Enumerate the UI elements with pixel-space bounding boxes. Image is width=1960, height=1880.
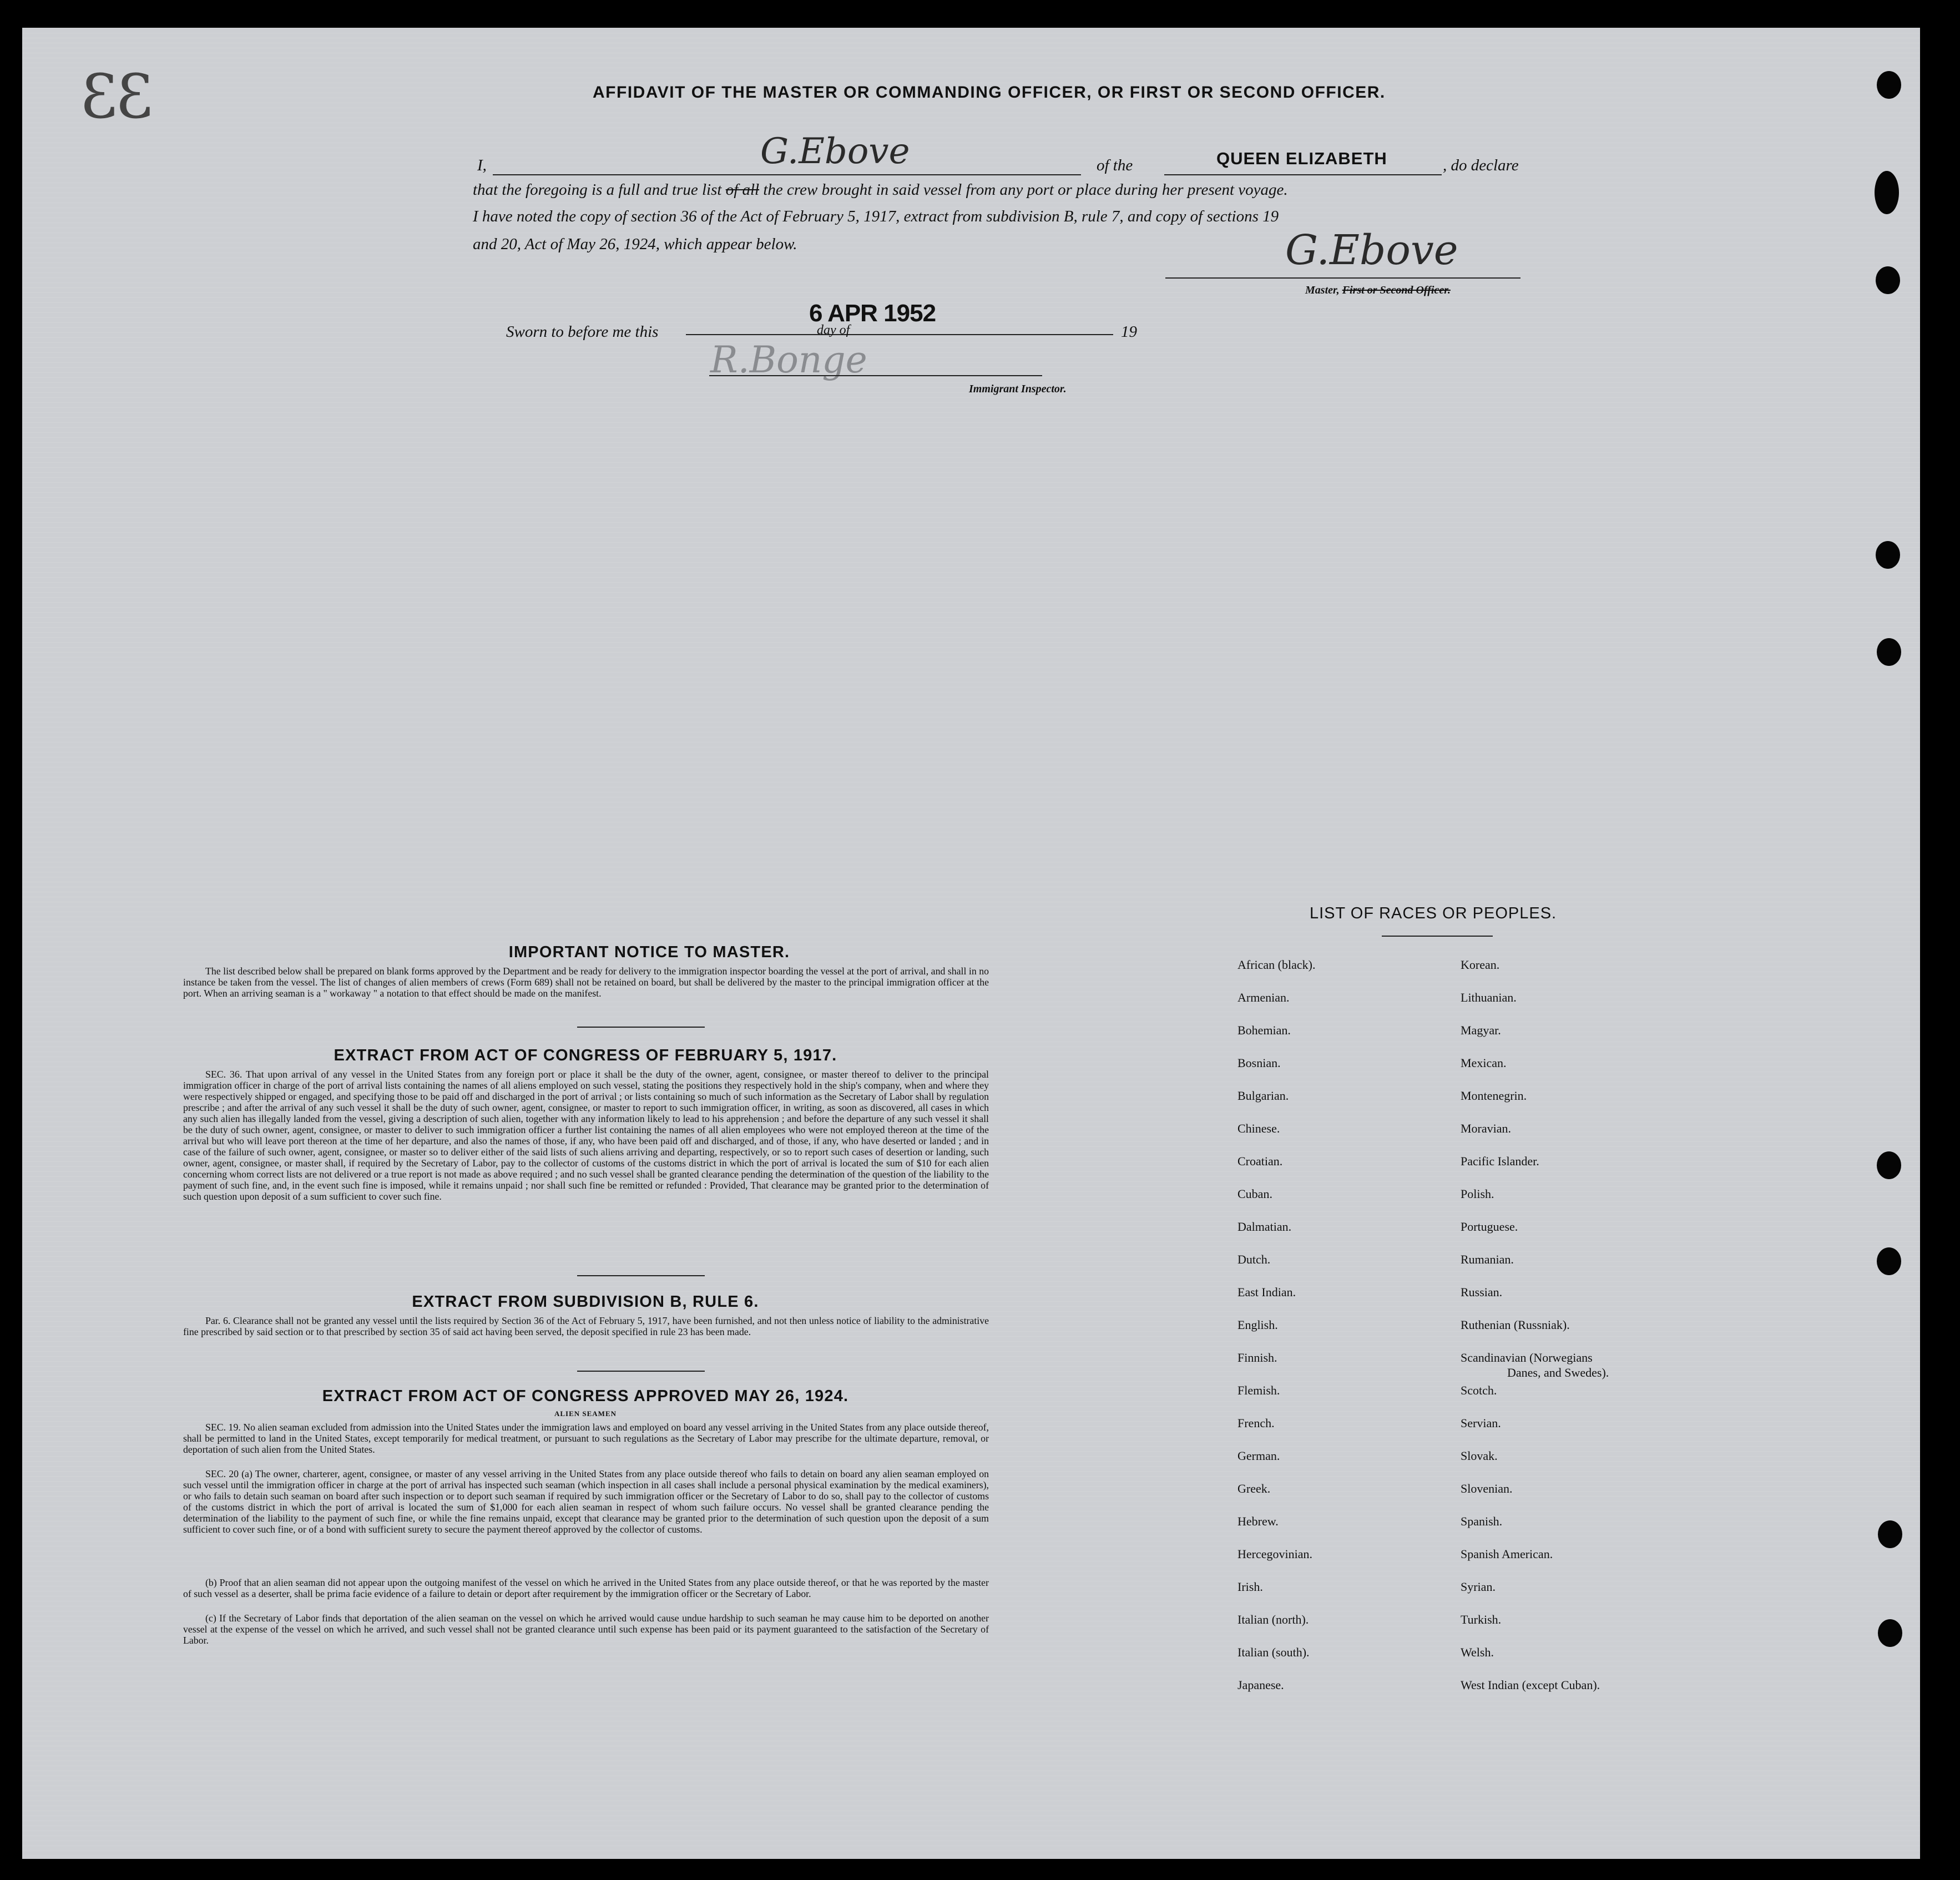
race-item: Spanish American. [1461, 1547, 1553, 1561]
declaration-i-label: I, [477, 156, 487, 174]
race-item: Italian (north). [1237, 1613, 1309, 1626]
race-item: Croatian. [1237, 1154, 1283, 1168]
sworn-label: Sworn to before me this [506, 323, 659, 341]
race-item: Lithuanian. [1461, 990, 1517, 1004]
race-item: Scotch. [1461, 1383, 1497, 1397]
race-item: African (black). [1237, 958, 1316, 972]
race-item: Moravian. [1461, 1121, 1512, 1135]
race-item: Scandinavian (Norwegians [1461, 1351, 1593, 1364]
race-item: Greek. [1237, 1482, 1271, 1495]
declaration-line-2: that the foregoing is a full and true list of all the crew brought in said vessel from any port or place during her present voyage. [473, 181, 1288, 199]
document-page [22, 28, 1920, 1859]
race-item: Ruthenian (Russniak). [1461, 1318, 1570, 1332]
punch-hole [1877, 71, 1901, 99]
extract-1924-sec20c: (c) If the Secretary of Labor finds that deportation of the alien seaman on the vessel on which he arrived would cause undue hardship to such seaman he may cause him to be deported on another vessel at the expense of the vessel on which he arrived, and such vessel shall not be granted clearance until such expense has been paid or its payment guaranteed to the satisfaction of the Secretary of Labor. [183, 1613, 989, 1646]
race-item: Spanish. [1461, 1514, 1503, 1528]
master-signature-line [1165, 277, 1520, 279]
races-title-underline [1382, 936, 1493, 937]
divider [577, 1027, 705, 1028]
race-item: Dutch. [1237, 1252, 1271, 1266]
punch-hole [1878, 1520, 1902, 1548]
race-item: Hercegovinian. [1237, 1547, 1312, 1561]
page-number: 33 [83, 61, 154, 132]
vessel-name: QUEEN ELIZABETH [1216, 149, 1387, 168]
extract-1917-title: EXTRACT FROM ACT OF CONGRESS OF FEBRUARY 5, 1917. [334, 1047, 837, 1064]
divider [577, 1275, 705, 1276]
punch-hole [1877, 638, 1901, 666]
race-item: Portuguese. [1461, 1220, 1518, 1234]
race-item: Flemish. [1237, 1383, 1280, 1397]
extract-rule6-text: Par. 6. Clearance shall not be granted any vessel until the lists required by Section 36 of the Act of February 5, 1917, have been furnished, and not then unless notice of liability to the administrative fine prescribed by said section or to that prescribed by section 35 of said act having been served, the deposit specified in rule 23 has been made. [183, 1315, 989, 1337]
race-item: Montenegrin. [1461, 1089, 1527, 1103]
race-item: Polish. [1461, 1187, 1494, 1201]
race-item: Cuban. [1237, 1187, 1272, 1201]
affidavit-title: AFFIDAVIT OF THE MASTER OR COMMANDING OFFICER, OR FIRST OR SECOND OFFICER. [593, 83, 1386, 102]
races-title: LIST OF RACES OR PEOPLES. [1310, 904, 1557, 922]
race-item: Danes, and Swedes). [1507, 1366, 1609, 1379]
race-item: Finnish. [1237, 1351, 1277, 1364]
divider [577, 1371, 705, 1372]
race-item: Bulgarian. [1237, 1089, 1289, 1103]
inspector-signature: R.Bonge [710, 338, 867, 381]
race-item: Rumanian. [1461, 1252, 1514, 1266]
extract-1924-sec20a: SEC. 20 (a) The owner, charterer, agent, consignee, or master of any vessel arriving in the United States from any place outside thereof who fails to detain on board any alien seaman employed on such vessel until the immigration officer in charge at the port of arrival has inspected such seaman (which inspection in all cases shall include a personal physical examination by the medical examiners), or who fails to detain such seaman on board after such inspection or to deport such seaman if required by such immigration officer or the Secretary of Labor to do so, shall pay to the collector of customs of the customs district in which the port of arrival is located the sum of $1,000 for each alien seaman in respect of whom such failure occurs. No vessel shall be granted clearance pending the determination of the liability to the payment of such fine, or while the fine remains unpaid, except that clearance may be granted prior to the determination of such question upon the deposit of a sum sufficient to cover such fine, or of a bond with sufficient surety to secure the payment thereof approved by the collector of customs. [183, 1468, 989, 1535]
race-item: Magyar. [1461, 1023, 1501, 1037]
race-item: French. [1237, 1416, 1275, 1430]
year-prefix: 19 [1121, 323, 1137, 341]
race-item: Bohemian. [1237, 1023, 1291, 1037]
race-item: East Indian. [1237, 1285, 1296, 1299]
sworn-date-stamp: 6 APR 1952 [809, 300, 936, 327]
race-item: Chinese. [1237, 1121, 1280, 1135]
race-item: Syrian. [1461, 1580, 1496, 1594]
of-the-label: of the [1097, 156, 1133, 174]
notice-text: The list described below shall be prepared on blank forms approved by the Department and be ready for delivery to the immigration inspector boarding the vessel at the port of arrival, and shall in no instance be taken from the vessel. The list of changes of alien members of crews (Form 689) shall not be retained on board, but shall be delivered by the master to the principal immigration officer at the port. When an arriving seaman is a " workaway " a notation to that effect should be made on the manifest. [183, 966, 989, 999]
punch-hole [1876, 541, 1900, 569]
extract-1924-sec19: SEC. 19. No alien seaman excluded from admission into the United States under the immigration laws and employed on board any vessel arriving in the United States from any place outside thereof, shall be permitted to land in the United States, except temporarily for medical treatment, or pursuant to such regulations as the Secretary of Labor may prescribe for the ultimate departure, removal, or deportation of such alien from the United States. [183, 1422, 989, 1455]
race-item: English. [1237, 1318, 1278, 1332]
inspector-signature-line [709, 375, 1042, 376]
race-item: Mexican. [1461, 1056, 1507, 1070]
race-item: Korean. [1461, 958, 1500, 972]
race-item: Russian. [1461, 1285, 1503, 1299]
race-item: German. [1237, 1449, 1280, 1463]
declaration-line-4: and 20, Act of May 26, 1924, which appear below. [473, 235, 797, 253]
race-item: Armenian. [1237, 990, 1290, 1004]
declaration-line-3: I have noted the copy of section 36 of the Act of February 5, 1917, extract from subdivision B, rule 7, and copy of sections 19 [473, 208, 1279, 225]
race-item: Bosnian. [1237, 1056, 1281, 1070]
punch-hole [1877, 1247, 1901, 1275]
master-title: Master, First or Second Officer. [1305, 284, 1451, 296]
signer-handwritten-name: G.Ebove [760, 131, 910, 172]
race-item: Dalmatian. [1237, 1220, 1292, 1234]
signer-underline [493, 174, 1081, 175]
punch-hole [1875, 171, 1899, 214]
race-item: Slovenian. [1461, 1482, 1513, 1495]
punch-hole [1877, 1151, 1901, 1179]
punch-hole [1876, 266, 1900, 294]
extract-rule6-title: EXTRACT FROM SUBDIVISION B, RULE 6. [412, 1293, 759, 1311]
sworn-underline [686, 334, 1113, 335]
master-signature: G.Ebove [1285, 226, 1458, 274]
punch-hole [1878, 1619, 1902, 1647]
race-item: West Indian (except Cuban). [1461, 1678, 1600, 1692]
notice-title: IMPORTANT NOTICE TO MASTER. [508, 943, 790, 961]
alien-seamen-subtitle: ALIEN SEAMEN [554, 1409, 617, 1418]
race-item: Japanese. [1237, 1678, 1284, 1692]
race-item: Welsh. [1461, 1645, 1494, 1659]
race-item: Hebrew. [1237, 1514, 1279, 1528]
race-item: Italian (south). [1237, 1645, 1310, 1659]
race-item: Slovak. [1461, 1449, 1498, 1463]
race-item: Servian. [1461, 1416, 1501, 1430]
race-item: Irish. [1237, 1580, 1263, 1594]
extract-1924-sec20b: (b) Proof that an alien seaman did not appear upon the outgoing manifest of the vessel on which he arrived in the United States from any place outside thereof, or that he was reported by the master of such vessel as a deserter, shall be prima facie evidence of a failure to detain or deport after requirement by the immigration officer or the Secretary of Labor. [183, 1577, 989, 1599]
day-of-label: day of [817, 323, 850, 337]
extract-1917-text: SEC. 36. That upon arrival of any vessel in the United States from any foreign port or place it shall be the duty of the owner, agent, consignee, or master thereof to deliver to the principal immigration officer in charge of the port of arrival lists containing the names of all aliens employed on such vessel, stating the positions they respectively hold in the ship's company, when and where they were respectively shipped or engaged, and specifying those to be paid off and discharged in the port of arrival ; or lists containing so much of such information as the Secretary of Labor shall by regulation prescribe ; and after the arrival of any such vessel it shall be the duty of such owner, agent, consignee, or master to report to such immigration officer, in writing, as soon as discovered, all cases in which any such alien has illegally landed from the vessel, giving a description of such alien, together with any information likely to lead to his apprehension ; and before the departure of any such vessel it shall be the duty of such owner, agent, consignee, or master to deliver to such immigration officer a further list containing the names of all alien employees who were not employed thereon at the time of the arrival but who will leave port thereon at the time of her departure, and also the names of those, if any, who have been paid off and discharged, and of those, if any, who have deserted or landed ; and in case of the failure of such owner, agent, consignee, or master so to deliver either of the said lists of such aliens arriving and departing, respectively, or so to report such cases of desertion or landing, such owner, agent, consignee, or master shall, if required by the Secretary of Labor, pay to the collector of customs of the customs district in which the port of arrival is located the sum of $10 for each alien concerning whom correct lists are not delivered or a true report is not made as above required ; and no such vessel shall be granted clearance pending the determination of the question of the liability to the payment of such fine, and, in the event such fine is imposed, while it remains unpaid ; nor shall such fine be remitted or refunded : Provided, That clearance may be granted prior to the determination of such question upon deposit of a sum sufficient to cover such fine. [183, 1069, 989, 1202]
do-declare-label: , do declare [1443, 156, 1519, 174]
race-item: Turkish. [1461, 1613, 1502, 1626]
extract-1924-title: EXTRACT FROM ACT OF CONGRESS APPROVED MAY 26, 1924. [322, 1387, 849, 1405]
inspector-label: Immigrant Inspector. [969, 383, 1067, 395]
race-item: Pacific Islander. [1461, 1154, 1539, 1168]
vessel-underline [1164, 174, 1442, 175]
